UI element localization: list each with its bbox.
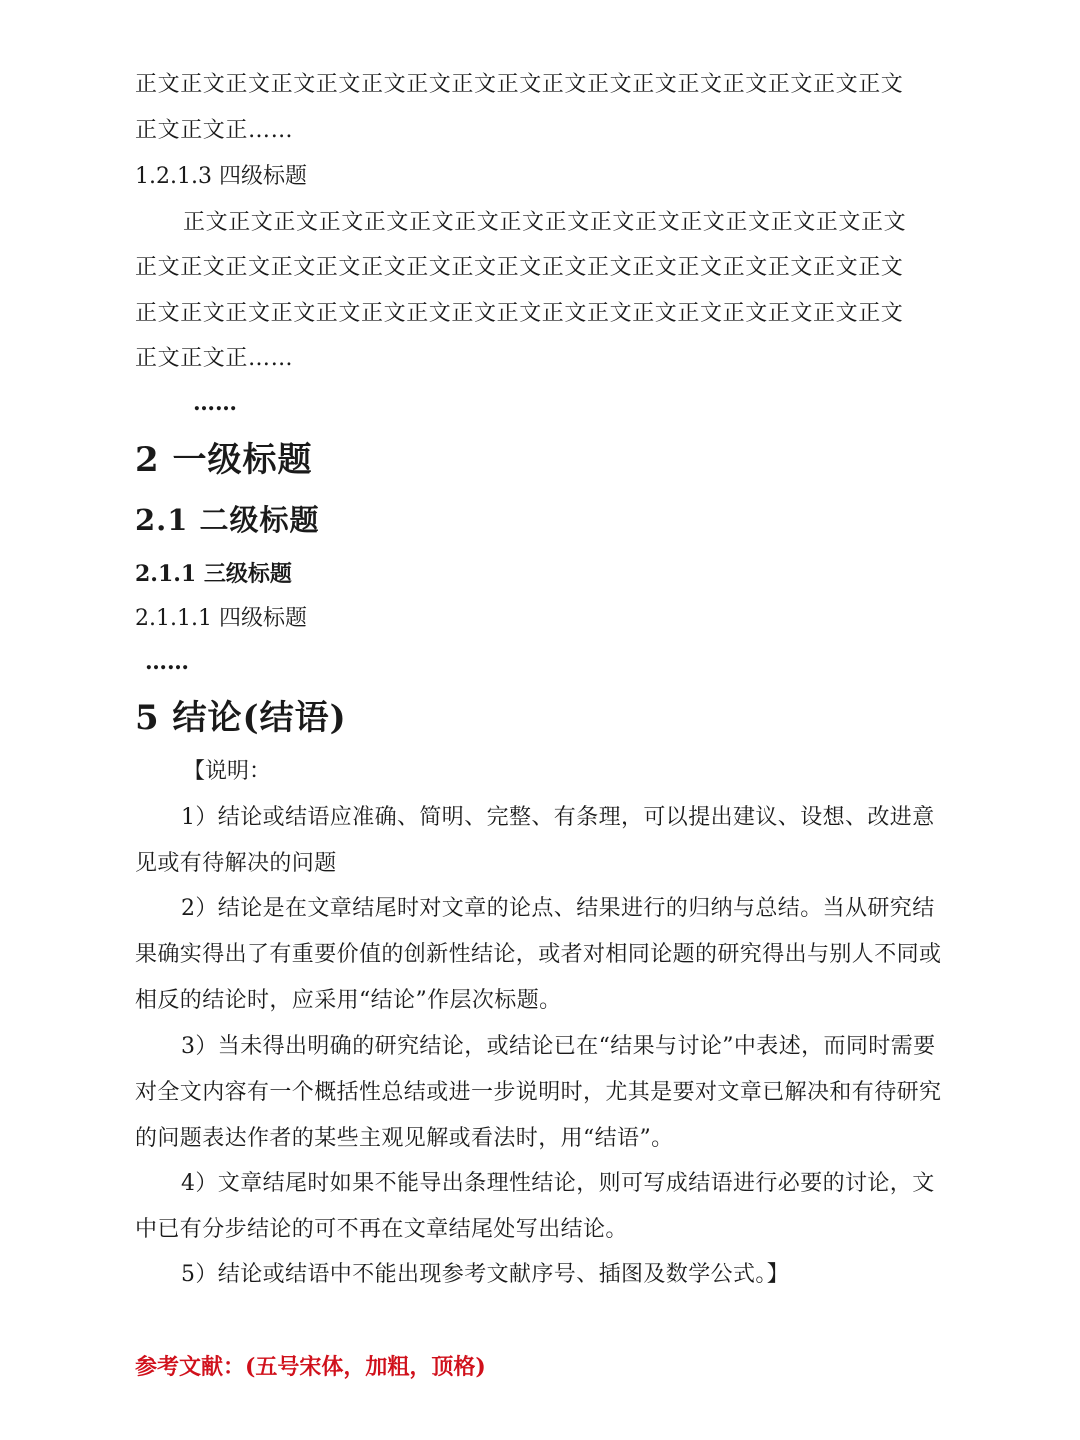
body-text-line: 正文正文正文正文正文正文正文正文正文正文正文正文正文正文正文正文正文	[135, 72, 904, 97]
note-item-2: 2）结论是在文章结尾时对文章的论点、结果进行的归纳与总结。当从研究结果确实得出了有重要价值的创新性结论，或者对相同论题的研究得出与别人不同或相反的结论时，应采用“结论”作层次标题。	[135, 896, 942, 1013]
body-text-line: 正文正文正……	[135, 346, 294, 371]
body-text-line: 正文正文正文正文正文正文正文正文正文正文正文正文正文正文正文正文正文	[135, 255, 904, 280]
heading-level2: 2.1 二级标题	[135, 503, 320, 537]
references-heading: 参考文献：(五号宋体，加粗，顶格)	[135, 1354, 486, 1380]
body-text-line: 正文正文正文正文正文正文正文正文正文正文正文正文正文正文正文正文	[183, 210, 907, 235]
ellipsis: ……	[193, 390, 237, 416]
ellipsis: ……	[145, 649, 189, 675]
heading-level4: 1.2.1.3 四级标题	[135, 164, 307, 189]
heading-conclusion: 5 结论(结语)	[135, 698, 347, 738]
note-item-5: 5）结论或结语中不能出现参考文献序号、插图及数学公式。】	[181, 1262, 790, 1287]
note-item-1: 1）结论或结语应准确、简明、完整、有条理，可以提出建议、设想、改进意见或有待解决的问题	[135, 805, 935, 876]
body-text-line: 正文正文正……	[135, 118, 294, 143]
note-item-3: 3）当未得出明确的研究结论，或结论已在“结果与讨论”中表述，而同时需要对全文内容有一个概括性总结或进一步说明时，尤其是要对文章已解决和有待研究的问题表达作者的某些主观见解或看法时，用“结语”。	[135, 1034, 942, 1151]
heading-level4: 2.1.1.1 四级标题	[135, 606, 307, 631]
heading-level3: 2.1.1 三级标题	[135, 561, 292, 587]
note-item-4: 4）文章结尾时如果不能导出条理性结论，则可写成结语进行必要的讨论，文中已有分步结论的可不再在文章结尾处写出结论。	[135, 1171, 935, 1242]
note-label: 【说明：	[183, 759, 272, 784]
heading-level1: 2 一级标题	[135, 440, 313, 480]
body-text-line: 正文正文正文正文正文正文正文正文正文正文正文正文正文正文正文正文正文	[135, 301, 904, 326]
